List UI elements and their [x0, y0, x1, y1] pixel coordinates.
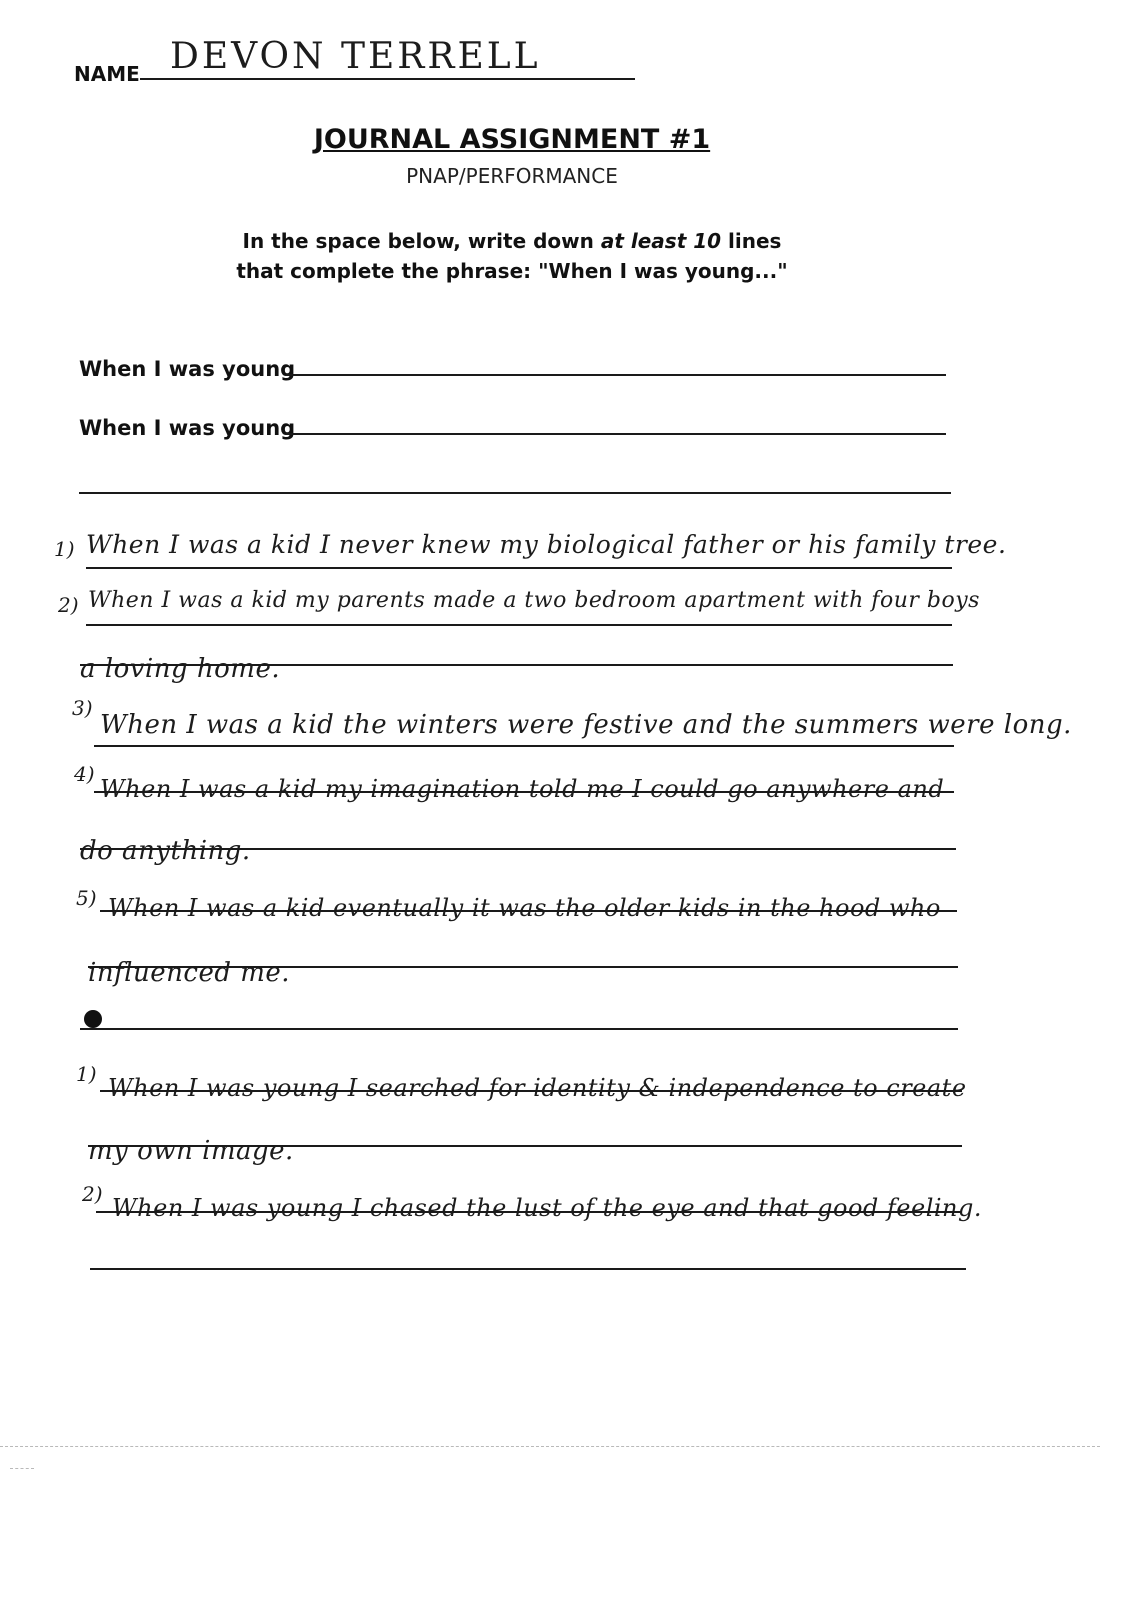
- page-subtitle: PNAP/PERFORMANCE: [406, 164, 618, 188]
- writing-line: [86, 624, 952, 626]
- scan-artifact-line: [0, 1446, 1100, 1447]
- writing-line: [80, 848, 956, 850]
- writing-line: [90, 1268, 966, 1270]
- instruction-emphasis: at least 10: [600, 229, 722, 253]
- entry-line: When I was a kid eventually it was the older kids in the hood who: [108, 894, 941, 922]
- writing-line: [96, 1211, 962, 1213]
- writing-line: [100, 910, 957, 912]
- writing-line: [88, 966, 958, 968]
- student-name: DEVON TERRELL: [170, 36, 541, 77]
- prompt-label: When I was young: [79, 416, 296, 440]
- entry-line: a loving home.: [80, 654, 281, 684]
- instruction-line-1-post: lines: [721, 229, 782, 253]
- entry-line: influenced me.: [88, 958, 291, 988]
- instruction-line-2: that complete the phrase: "When I was young...": [236, 259, 788, 283]
- entry-line: When I was a kid my parents made a two bedroom apartment with four boys: [88, 588, 980, 613]
- writing-line: [94, 745, 954, 747]
- entry-line: When I was young I searched for identity & independence to create: [108, 1074, 967, 1102]
- name-underline: [140, 78, 635, 80]
- writing-line: [88, 1145, 962, 1147]
- writing-line: [94, 791, 954, 793]
- entry-line: my own image.: [88, 1136, 294, 1166]
- instruction-line-1-pre: In the space below, write down: [242, 229, 601, 253]
- instruction-line-1: [0, 226, 1024, 256]
- scan-artifact-line: [10, 1468, 34, 1469]
- filled-circle-icon: [84, 1010, 102, 1028]
- entry-line: do anything.: [80, 836, 251, 866]
- entry-number: 4): [74, 762, 95, 786]
- entry-line: When I was a kid I never knew my biological father or his family tree.: [86, 530, 1007, 559]
- entry-number: 2): [58, 593, 79, 617]
- entry-number: 1): [76, 1062, 97, 1086]
- prompt-line: [286, 433, 946, 435]
- instructions: [0, 226, 1024, 286]
- entry-number: 1): [54, 537, 75, 561]
- writing-line: [86, 567, 952, 569]
- prompt-line: [286, 374, 946, 376]
- entry-number: 5): [76, 886, 97, 910]
- prompt-label: When I was young: [79, 357, 296, 381]
- writing-line: [80, 1028, 958, 1030]
- entry-line: When I was a kid my imagination told me I could go anywhere and: [100, 775, 945, 803]
- blank-line: [79, 492, 951, 494]
- entry-number: 2): [82, 1182, 103, 1206]
- entry-line: When I was a kid the winters were festive and the summers were long.: [100, 710, 1072, 740]
- entry-number: 3): [72, 696, 93, 720]
- name-label: NAME: [74, 62, 140, 86]
- page-title: JOURNAL ASSIGNMENT #1: [313, 124, 711, 155]
- writing-line: [80, 664, 953, 666]
- writing-line: [100, 1090, 962, 1092]
- entry-line: When I was young I chased the lust of the eye and that good feeling.: [112, 1194, 982, 1222]
